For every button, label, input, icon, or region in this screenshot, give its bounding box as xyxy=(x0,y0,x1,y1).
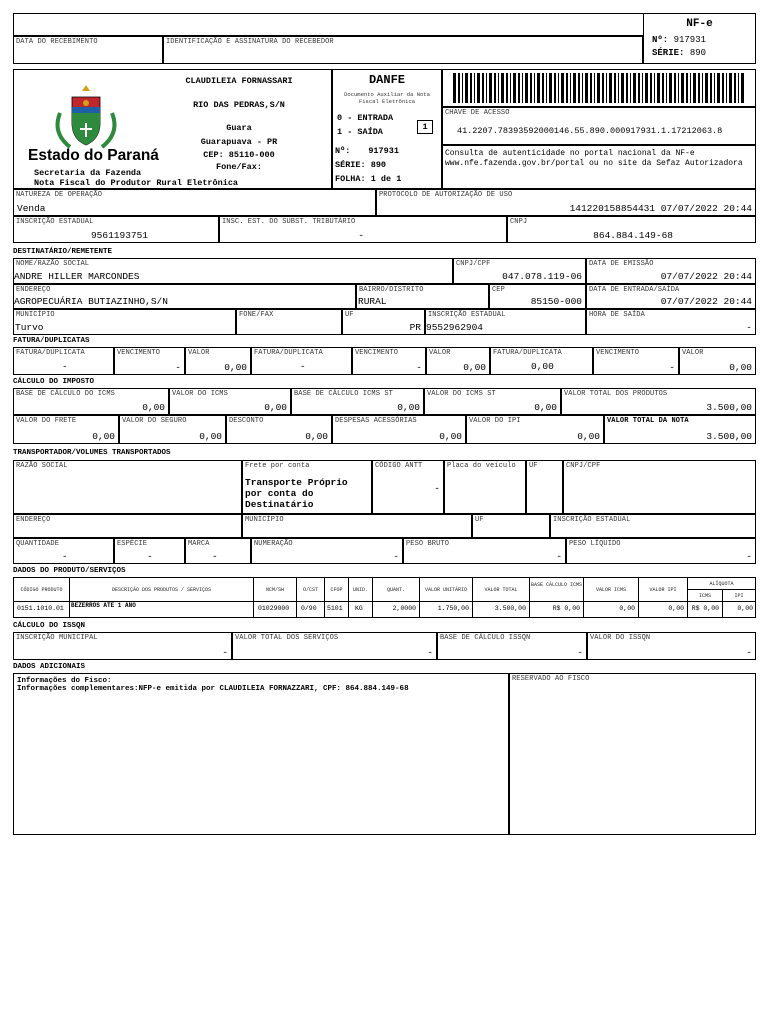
td-vipi: 0,00 xyxy=(668,605,684,612)
desconto-box xyxy=(226,415,332,444)
peso-bruto-box xyxy=(403,538,566,564)
dest-entrada-value: 07/07/2022 20:44 xyxy=(660,296,752,307)
venc-3-label: VENCIMENTO xyxy=(596,349,640,357)
canhoto-numero: 917931 xyxy=(673,35,707,45)
especie-box xyxy=(114,538,185,564)
despesas-box xyxy=(332,415,466,444)
frete-box xyxy=(13,415,119,444)
td-vtotal: 3.500,00 xyxy=(494,605,526,612)
desconto-label: DESCONTO xyxy=(229,417,264,425)
issqn-vt-box xyxy=(232,632,437,660)
fatura-1-value: - xyxy=(62,361,68,372)
transp-ie-label: INSCRIÇÃO ESTADUAL xyxy=(553,516,631,524)
numeracao-box xyxy=(251,538,403,564)
td-vicms: 0,00 xyxy=(619,605,635,612)
quantidade-label: QUANTIDADE xyxy=(16,540,60,548)
valor-1-label: VALOR xyxy=(188,349,210,357)
venc-2-box xyxy=(352,347,426,375)
transp-frete-value: Transporte Próprio por conta do Destinatário xyxy=(245,477,348,510)
especie-value: - xyxy=(147,551,153,562)
despesas-label: DESPESAS ACESSÓRIAS xyxy=(335,417,417,425)
td-cfop: 5101 xyxy=(327,605,343,612)
dest-cep-value: 85150-000 xyxy=(530,296,582,307)
td-aliq-icms: R$ 0,00 xyxy=(691,605,719,612)
th-ncm: NCM/SH xyxy=(265,587,284,593)
dest-uf-value: PR xyxy=(409,322,421,333)
danfe-folha-label: FOLHA: xyxy=(335,174,366,184)
td-ncm: 01029000 xyxy=(258,605,290,612)
danfe-serie: 890 xyxy=(370,160,387,170)
dest-nome-label: NOME/RAZÃO SOCIAL xyxy=(16,260,90,268)
ie-label: INSCRIÇÃO ESTADUAL xyxy=(16,218,94,226)
danfe-entrada: 0 - ENTRADA xyxy=(337,113,394,123)
transp-uf2-label: UF xyxy=(475,516,484,524)
estado-title: Estado do Paraná xyxy=(28,147,159,164)
destinatario-section-title: DESTINATÁRIO/REMETENTE xyxy=(13,248,113,256)
dest-uf-box xyxy=(342,309,425,335)
transp-antt-value: - xyxy=(434,483,440,494)
canhoto-serie: 890 xyxy=(689,48,707,58)
cnpj-emit-value: 864.884.149-68 xyxy=(593,230,673,241)
emitente-nome: CLAUDILEIA FORNASSARI xyxy=(185,76,293,86)
bc-st-label: BASE DE CÁLCULO ICMS ST xyxy=(294,390,393,398)
transp-placa-label: Placa do veículo xyxy=(447,462,516,470)
venc-3-box xyxy=(593,347,679,375)
barcode-box xyxy=(442,69,756,107)
transp-endereco-label: ENDEREÇO xyxy=(16,516,51,524)
emitente-endereco: RIO DAS PEDRAS,S/N xyxy=(193,100,285,110)
ie-st-value: - xyxy=(358,230,364,241)
seguro-value: 0,00 xyxy=(199,431,222,442)
dest-municipio-box xyxy=(13,309,236,335)
issqn-vt-value: - xyxy=(427,647,433,658)
cnpj-emit-label: CNPJ xyxy=(510,218,528,226)
th-quant: QUANT. xyxy=(386,587,405,593)
valor-2-box xyxy=(426,347,490,375)
td-cst: 0/90 xyxy=(301,605,317,612)
dest-bairro-value: RURAL xyxy=(358,296,387,307)
issqn-bc-value: - xyxy=(577,647,583,658)
ipi-box xyxy=(466,415,604,444)
dest-cep-label: CEP xyxy=(492,286,505,294)
danfe-numero-label: Nº: xyxy=(335,146,351,156)
valor-3-value: 0,00 xyxy=(729,362,752,373)
dest-fone-label: FONE/FAX xyxy=(239,311,274,319)
info-complementar-box xyxy=(13,673,509,835)
adicionais-section-title: DADOS ADICIONAIS xyxy=(13,663,86,671)
transp-placa-box xyxy=(444,460,526,514)
dest-bairro-label: BAIRRO/DISTRITO xyxy=(359,286,424,294)
protocolo-value: 141220158854431 07/07/2022 20:44 xyxy=(569,203,752,214)
dest-uf-label: UF xyxy=(345,311,354,319)
th-unid: UNID. xyxy=(352,587,368,593)
dest-hora-label: HORA DE SAÍDA xyxy=(589,311,645,319)
transp-razao-label: RAZÃO SOCIAL xyxy=(16,462,68,470)
peso-bruto-label: PESO BRUTO xyxy=(406,540,450,548)
transp-municipio-label: MUNICÍPIO xyxy=(245,516,284,524)
issqn-bc-box xyxy=(437,632,587,660)
icms-st-box xyxy=(424,388,561,415)
dest-municipio-value: Turvo xyxy=(15,322,44,333)
quantidade-value: - xyxy=(62,551,68,562)
canhoto-serie-label: SÉRIE: xyxy=(652,48,685,58)
total-prod-value: 3.500,00 xyxy=(706,402,752,413)
dest-endereco-label: ENDEREÇO xyxy=(16,286,51,294)
danfe-box xyxy=(332,69,442,189)
th-bc: BASE CÁLCULO ICMS xyxy=(530,582,582,588)
th-codigo: CÓDIGO PRODUTO xyxy=(20,587,63,593)
issqn-im-box xyxy=(13,632,232,660)
peso-liquido-value: - xyxy=(746,551,752,562)
td-quant: 2,0000 xyxy=(392,605,416,612)
reservado-fisco-label: RESERVADO AO FISCO xyxy=(512,675,590,683)
dest-cnpj-value: 047.078.119-06 xyxy=(502,271,582,282)
th-cst: O/CST xyxy=(302,587,318,593)
dest-ie-box xyxy=(425,309,586,335)
total-nota-value: 3.500,00 xyxy=(706,431,752,442)
th-vicms: VALOR ICMS xyxy=(595,587,626,593)
th-aliq-icms: ICMS xyxy=(698,593,711,599)
dest-municipio-label: MUNICÍPIO xyxy=(16,311,55,319)
fatura-1-box xyxy=(13,347,114,375)
th-descricao: DESCRIÇÃO DOS PRODUTOS / SERVIÇOS xyxy=(111,587,212,593)
reservado-fisco-box xyxy=(509,673,756,835)
issqn-bc-label: BASE DE CÁLCULO ISSQN xyxy=(440,634,531,642)
venc-2-value: - xyxy=(416,362,422,373)
fatura-2-box xyxy=(251,347,352,375)
transporte-section-title: TRANSPORTADOR/VOLUMES TRANSPORTADOS xyxy=(13,449,171,457)
dest-endereco-value: AGROPECUÁRIA BUTIAZINHO,S/N xyxy=(14,296,168,307)
peso-liquido-label: PESO LÍQUIDO xyxy=(569,540,621,548)
chave-label: CHAVE DE ACESSO xyxy=(445,109,510,117)
frete-label: VALOR DO FRETE xyxy=(16,417,77,425)
td-bc: R$ 0,00 xyxy=(552,605,580,612)
emitente-fone: Fone/Fax: xyxy=(216,162,262,172)
ie-st-label: INSC. EST. DO SUBST. TRIBUTÁRIO xyxy=(222,218,356,226)
danfe-tipo: 1 xyxy=(417,120,433,134)
valor-1-box xyxy=(185,347,251,375)
emitente-cidade: Guarapuava - PR xyxy=(200,137,278,147)
transp-uf-label: UF xyxy=(529,462,538,470)
chave-valor: 41.2207.78393592000146.55.890.000917931.1.17212063.8 xyxy=(457,126,723,136)
th-aliq: ALÍQUOTA xyxy=(709,581,734,587)
desconto-value: 0,00 xyxy=(305,431,328,442)
transp-cnpj-label: CNPJ/CPF xyxy=(566,462,601,470)
danfe-title: DANFE xyxy=(368,73,405,87)
valor-3-label: VALOR xyxy=(682,349,704,357)
dest-cnpj-label: CNPJ/CPF xyxy=(456,260,491,268)
dest-cnpj-box xyxy=(453,258,586,284)
bc-st-value: 0,00 xyxy=(397,402,420,413)
peso-bruto-value: - xyxy=(556,551,562,562)
numeracao-value: - xyxy=(393,551,399,562)
canhoto-top-box xyxy=(13,13,643,36)
emitente-cep: CEP: 85110-000 xyxy=(203,150,275,160)
produtos-table xyxy=(13,577,756,618)
icms-value: 0,00 xyxy=(264,402,287,413)
consulta-text: Consulta de autenticidade no portal nacional da NF-e www.nfe.fazenda.gov.br/portal ou no site da Sefaz Autorizadora xyxy=(445,149,743,168)
issqn-section-title: CÁLCULO DO ISSQN xyxy=(13,622,86,630)
fatura-3-label: FATURA/DUPLICATA xyxy=(493,349,562,357)
total-nota-box xyxy=(604,415,756,444)
canhoto-numero-label: Nº: xyxy=(652,35,669,45)
seguro-box xyxy=(119,415,226,444)
peso-liquido-box xyxy=(566,538,756,564)
fatura-3-box xyxy=(490,347,593,375)
venc-1-label: VENCIMENTO xyxy=(117,349,161,357)
issqn-v-value: - xyxy=(746,647,752,658)
bc-icms-value: 0,00 xyxy=(142,402,165,413)
total-nota-label: VALOR TOTAL DA NOTA xyxy=(607,417,689,425)
valor-1-value: 0,00 xyxy=(224,362,247,373)
data-recebimento-box xyxy=(13,36,163,64)
issqn-im-value: - xyxy=(222,647,228,658)
icms-box xyxy=(169,388,291,415)
barcode-icon xyxy=(453,73,745,103)
frete-value: 0,00 xyxy=(92,431,115,442)
td-vunit: 1.750,00 xyxy=(437,605,469,612)
natureza-value: Venda xyxy=(17,203,46,214)
td-unid: KG xyxy=(355,605,363,612)
danfe-numero: 917931 xyxy=(368,146,399,156)
transp-frete-label: Frete por conta xyxy=(245,462,310,470)
td-descricao: BEZERROS ATE 1 ANO xyxy=(71,602,136,609)
produtos-section-title: DADOS DO PRODUTO/SERVIÇOS xyxy=(13,567,126,575)
transp-frete-box xyxy=(242,460,372,514)
issqn-im-label: INSCRIÇÃO MUNICIPAL xyxy=(16,634,98,642)
valor-3-box xyxy=(679,347,756,375)
info-complementar: Informações complementares:NFP-e emitida por CLAUDILEIA FORNAZZARI, CPF: 864.884.149-68 xyxy=(17,685,409,693)
dest-hora-box xyxy=(586,309,756,335)
th-vunit: VALOR UNITÁRIO xyxy=(424,587,467,593)
info-fisco: Informações do Fisco: xyxy=(17,677,112,685)
quantidade-box xyxy=(13,538,114,564)
natureza-label: NATUREZA DE OPERAÇÃO xyxy=(16,191,103,199)
dest-nome-box xyxy=(13,258,453,284)
dest-entrada-box xyxy=(586,284,756,309)
transp-endereco-box xyxy=(13,514,242,538)
dest-nome-value: ANDRE HILLER MARCONDES xyxy=(14,271,140,282)
identificacao-box xyxy=(163,36,643,64)
dest-entrada-label: DATA DE ENTRADA/SAÍDA xyxy=(589,286,680,294)
fatura-2-value: - xyxy=(300,361,306,372)
th-aliq-ipi: IPI xyxy=(734,593,744,599)
danfe-subtitle: Documento Auxiliar da Nota Fiscal Eletrônica xyxy=(344,91,430,105)
identificacao-label: IDENTIFICAÇÃO E ASSINATURA DO RECEBEDOR xyxy=(166,38,334,46)
canhoto-nfe-box xyxy=(643,13,756,64)
emitente-box xyxy=(13,69,332,189)
dest-emissao-value: 07/07/2022 20:44 xyxy=(660,271,752,282)
transp-uf2-box xyxy=(472,514,550,538)
th-vtotal: VALOR TOTAL xyxy=(484,587,518,593)
bc-st-box xyxy=(291,388,424,415)
td-aliq-ipi: 0,00 xyxy=(737,605,753,612)
danfe-saida: 1 - SAÍDA xyxy=(337,127,383,137)
imposto-section-title: CÁLCULO DO IMPOSTO xyxy=(13,378,95,386)
fatura-section-title: FATURA/DUPLICATAS xyxy=(13,337,90,345)
transp-cnpj-box xyxy=(563,460,756,514)
venc-2-label: VENCIMENTO xyxy=(355,349,399,357)
valor-2-label: VALOR xyxy=(429,349,451,357)
secretaria-text: Secretaria da Fazenda xyxy=(34,168,142,178)
total-prod-label: VALOR TOTAL DOS PRODUTOS xyxy=(564,390,668,398)
ipi-label: VALOR DO IPI xyxy=(469,417,521,425)
th-cfop: CFOP xyxy=(330,587,343,593)
despesas-value: 0,00 xyxy=(439,431,462,442)
nota-produtor-text: Nota Fiscal do Produtor Rural Eletrônica xyxy=(34,178,239,188)
valor-2-value: 0,00 xyxy=(463,362,486,373)
marca-box xyxy=(185,538,251,564)
td-codigo: 0151.1010.01 xyxy=(17,605,64,612)
marca-label: MARCA xyxy=(188,540,210,548)
brasao-parana-icon xyxy=(50,83,122,155)
data-recebimento-label: DATA DO RECEBIMENTO xyxy=(16,38,98,46)
bc-icms-label: BASE DE CÁLCULO DO ICMS xyxy=(16,390,115,398)
th-vipi: VALOR IPI xyxy=(649,587,677,593)
seguro-label: VALOR DO SEGURO xyxy=(122,417,187,425)
total-prod-box xyxy=(561,388,756,415)
venc-1-value: - xyxy=(175,362,181,373)
ie-st-box xyxy=(219,216,507,243)
ipi-value: 0,00 xyxy=(577,431,600,442)
cnpj-emit-box xyxy=(507,216,756,243)
protocolo-box xyxy=(376,189,756,216)
fatura-1-label: FATURA/DUPLICATA xyxy=(16,349,85,357)
danfe-serie-label: SÉRIE: xyxy=(335,160,366,170)
icms-st-label: VALOR DO ICMS ST xyxy=(427,390,496,398)
fatura-3-value: 0,00 xyxy=(531,361,554,372)
especie-label: ESPÉCIE xyxy=(117,540,148,548)
venc-3-value: - xyxy=(669,362,675,373)
dest-ie-value: 9552962904 xyxy=(426,322,484,333)
transp-municipio-box xyxy=(242,514,472,538)
transp-antt-box xyxy=(372,460,444,514)
icms-label: VALOR DO ICMS xyxy=(172,390,228,398)
transp-uf-box xyxy=(526,460,563,514)
venc-1-box xyxy=(114,347,185,375)
nfe-title: NF-e xyxy=(686,18,713,30)
dest-endereco-box xyxy=(13,284,356,309)
transp-razao-box xyxy=(13,460,242,514)
natureza-box xyxy=(13,189,376,216)
dest-hora-value: - xyxy=(746,322,752,333)
transp-ie-box xyxy=(550,514,756,538)
chave-box xyxy=(442,107,756,145)
ie-box xyxy=(13,216,219,243)
dest-cep-box xyxy=(489,284,586,309)
emitente-bairro: Guara xyxy=(226,123,252,133)
protocolo-label: PROTOCOLO DE AUTORIZAÇÃO DE USO xyxy=(379,191,513,199)
bc-icms-box xyxy=(13,388,169,415)
dest-fone-box xyxy=(236,309,342,335)
icms-st-value: 0,00 xyxy=(534,402,557,413)
issqn-v-box xyxy=(587,632,756,660)
consulta-box xyxy=(442,145,756,189)
issqn-vt-label: VALOR TOTAL DOS SERVIÇOS xyxy=(235,634,339,642)
transp-antt-label: CÓDIGO ANTT xyxy=(375,462,423,470)
dest-bairro-box xyxy=(356,284,489,309)
ie-value: 9561193751 xyxy=(90,230,148,241)
fatura-2-label: FATURA/DUPLICATA xyxy=(254,349,323,357)
numeracao-label: NUMERAÇÃO xyxy=(254,540,293,548)
danfe-folha: 1 de 1 xyxy=(370,174,402,184)
dest-ie-label: INSCRIÇÃO ESTADUAL xyxy=(428,311,506,319)
dest-emissao-label: DATA DE EMISSÃO xyxy=(589,260,654,268)
dest-emissao-box xyxy=(586,258,756,284)
issqn-v-label: VALOR DO ISSQN xyxy=(590,634,651,642)
marca-value: - xyxy=(212,551,218,562)
